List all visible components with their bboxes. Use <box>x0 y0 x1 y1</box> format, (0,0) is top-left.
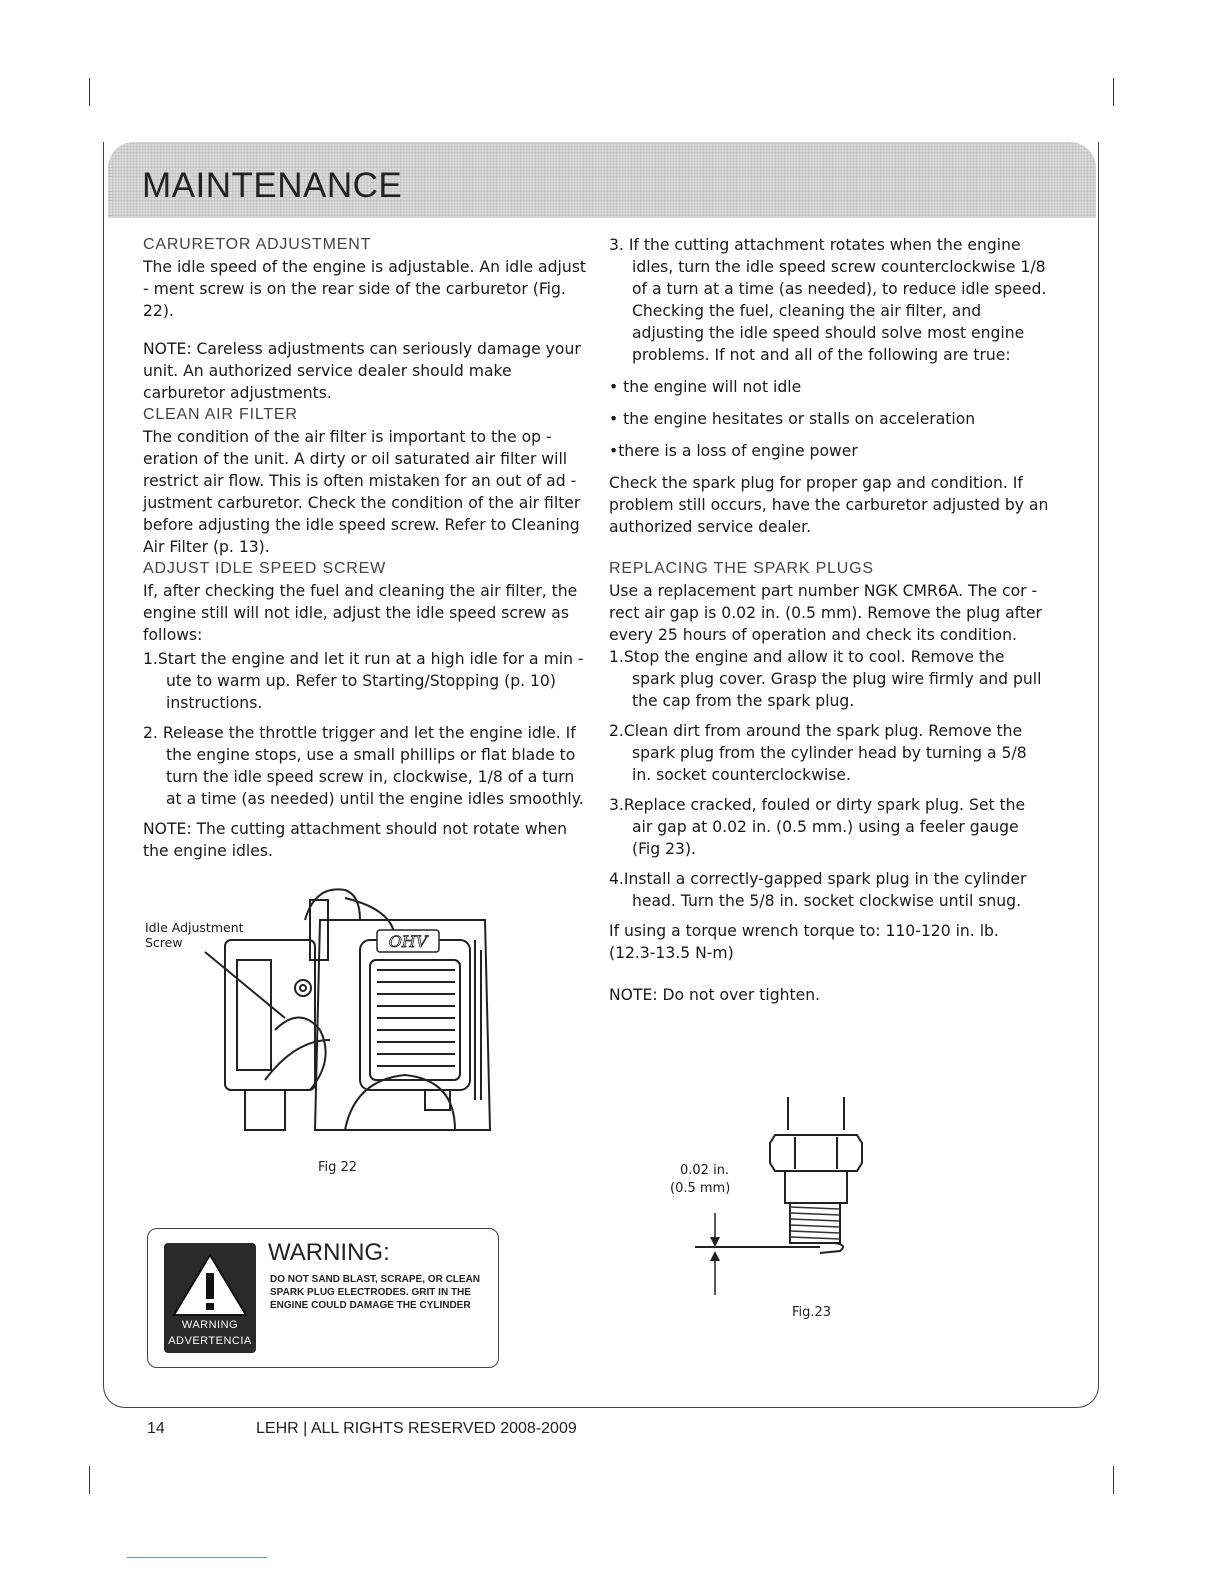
air-filter-heading: CLEAN AIR FILTER <box>143 406 298 423</box>
crop-mark <box>89 78 90 106</box>
section-header <box>108 142 1096 218</box>
spark-plug-heading: REPLACING THE SPARK PLUGS <box>609 560 874 577</box>
figure-23 <box>670 1095 890 1295</box>
condition-bullet-1: • the engine will not idle <box>609 378 802 396</box>
condition-bullet-3: •there is a loss of engine power <box>609 442 858 460</box>
idle-step-1: 1.Start the engine and let it run at a high idle for a min - ute to warm up. Refer to Starting/Stopping (p. 10) instructions. <box>143 650 584 712</box>
warning-box <box>147 1228 499 1368</box>
ohv-badge: OHV <box>388 932 428 951</box>
warning-badge-line2: ADVERTENCIA <box>168 1335 252 1347</box>
plug-step-2: 2.Clean dirt from around the spark plug. Remove the spark plug from the cylinder head by turning a 5/8 in. socket counterclockwise. <box>609 722 1027 784</box>
fig23-caption: Fig.23 <box>792 1305 832 1320</box>
idle-screw-heading: ADJUST IDLE SPEED SCREW <box>143 560 387 577</box>
warning-triangle-icon <box>172 1253 248 1317</box>
condition-bullet-2: • the engine hesitates or stalls on acceleration <box>609 410 976 428</box>
idle-step-2: 2. Release the throttle trigger and let the engine idle. If the engine stops, use a small phillips or flat blade to turn the idle speed screw in, clockwise, 1/8 of a turn at a time (as needed) until the engine idles smoothly. <box>143 724 584 808</box>
spark-check-text: Check the spark plug for proper gap and condition. If problem still occurs, have the carburetor adjusted by an authorized service dealer. <box>609 474 1049 536</box>
right-column <box>609 234 1049 1006</box>
crop-mark <box>1113 1466 1114 1494</box>
link-underline <box>127 1557 267 1558</box>
idle-screw-text: If, after checking the fuel and cleaning the air filter, the engine still will not idle, adjust the idle speed screw as follows: <box>143 582 578 644</box>
spark-plug-illustration <box>670 1095 890 1295</box>
gap-label-mm: (0.5 mm) <box>670 1181 731 1196</box>
copyright-text: LEHR | ALL RIGHTS RESERVED 2008-2009 <box>256 1420 577 1437</box>
idle-step-3: 3. If the cutting attachment rotates when the engine idles, turn the idle speed screw counterclockwise 1/8 of a turn at a time (as needed), to reduce idle speed. Checking the fuel, cleaning the air filter, and adjusting the idle speed should solve most engine problems. If not and all of the following are true: <box>609 236 1047 364</box>
page-title: MAINTENANCE <box>142 166 403 205</box>
crop-mark <box>89 1466 90 1494</box>
warning-text: DO NOT SAND BLAST, SCRAPE, OR CLEAN SPARK PLUG ELECTRODES. GRIT IN THE ENGINE COULD DAMAGE THE CYLINDER <box>270 1274 481 1311</box>
carburetor-text: The idle speed of the engine is adjustable. An idle adjust - ment screw is on the rear side of the carburetor (Fig. 22). <box>143 258 586 320</box>
figure-22 <box>145 880 505 1140</box>
torque-text: If using a torque wrench torque to: 110-120 in. lb. (12.3-13.5 N-m) <box>609 922 999 962</box>
idle-adjustment-label: Idle Adjustment Screw <box>145 920 244 950</box>
carburetor-heading: CARURETOR ADJUSTMENT <box>143 236 372 253</box>
plug-step-3: 3.Replace cracked, fouled or dirty spark plug. Set the air gap at 0.02 in. (0.5 mm.) using a feeler gauge (Fig 23). <box>609 796 1026 858</box>
gap-label-in: 0.02 in. <box>680 1163 730 1178</box>
carburetor-note: NOTE: Careless adjustments can seriously damage your unit. An authorized service dealer should make carburetor adjustments. <box>143 340 581 402</box>
left-column <box>143 234 591 862</box>
warning-badge <box>164 1243 256 1353</box>
idle-note: NOTE: The cutting attachment should not rotate when the engine idles. <box>143 820 567 860</box>
engine-illustration <box>145 880 505 1140</box>
spark-plug-text: Use a replacement part number NGK CMR6A. The cor - rect air gap is 0.02 in. (0.5 mm). Remove the plug after every 25 hours of operation and check its condition. <box>609 582 1042 644</box>
warning-title: WARNING: <box>268 1239 390 1266</box>
fig22-caption: Fig 22 <box>318 1160 358 1175</box>
air-filter-text: The condition of the air filter is important to the op - eration of the unit. A dirty or oil saturated air filter will restrict air flow. This is often mistaken for an out of ad - justment carburetor. Check the condition of the air filter before adjusting the idle speed screw. Refer to Cleaning Air Filter (p. 13). <box>143 428 581 556</box>
warning-badge-line1: WARNING <box>181 1319 239 1331</box>
page-number: 14 <box>147 1420 165 1437</box>
plug-step-4: 4.Install a correctly-gapped spark plug in the cylinder head. Turn the 5/8 in. socket clockwise until snug. <box>609 870 1027 910</box>
over-tighten-note: NOTE: Do not over tighten. <box>609 986 821 1004</box>
crop-mark <box>1113 78 1114 106</box>
plug-step-1: 1.Stop the engine and allow it to cool. Remove the spark plug cover. Grasp the plug wire firmly and pull the cap from the spark plug. <box>609 648 1042 710</box>
